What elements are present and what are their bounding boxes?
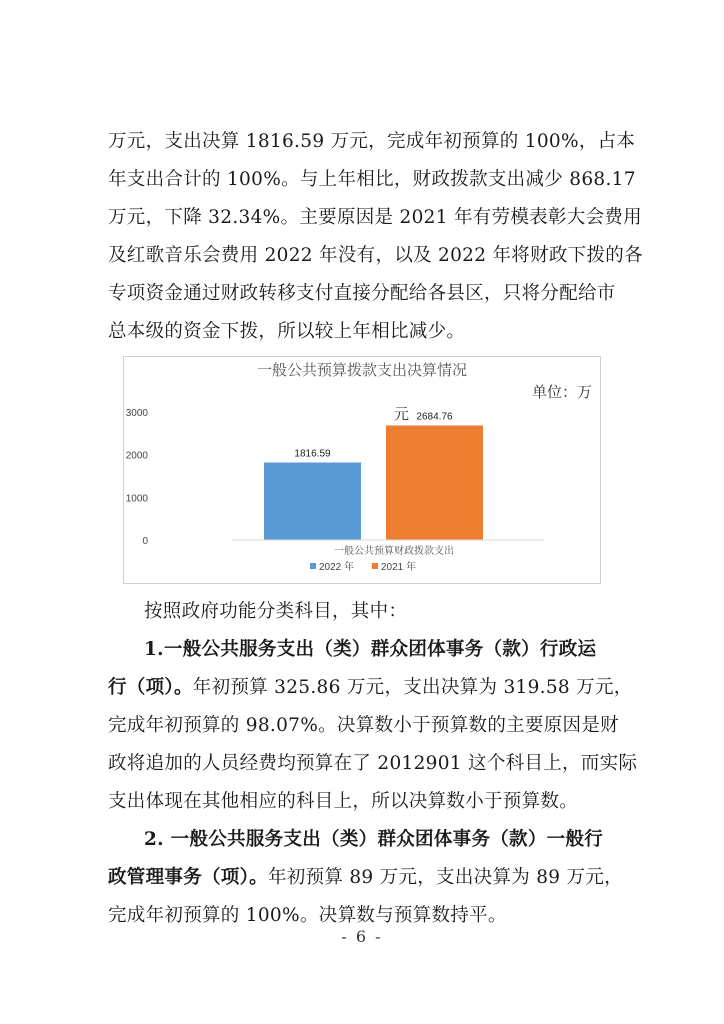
text-line: 专项资金通过财政转移支付直接分配给各县区，只将分配给市 bbox=[108, 283, 616, 304]
bar-2022 bbox=[264, 462, 361, 540]
text-line: 支出体现在其他相应的科目上，所以决算数小于预算数。 bbox=[108, 791, 579, 812]
paragraph-functional-classification bbox=[108, 593, 638, 935]
text-line: 及红歌音乐会费用 2022 年没有，以及 2022 年将财政下拨的各 bbox=[108, 245, 643, 266]
item2-line bbox=[108, 859, 628, 897]
category-label: 一般公共预算财政拨款支出 bbox=[334, 546, 454, 557]
chart-canvas bbox=[124, 357, 600, 583]
legend-label: 2021 年 bbox=[381, 562, 417, 573]
chart-unit-label-wrap: 元 bbox=[394, 405, 410, 423]
legend-swatch bbox=[372, 563, 378, 569]
item1-line bbox=[108, 669, 633, 707]
item1-text: 年初预算 325.86 万元，支出决算为 319.58 万元， bbox=[192, 677, 633, 698]
text-line: 完成年初预算的 98.07%。决算数小于预算数的主要原因是财 bbox=[108, 715, 619, 736]
legend-swatch bbox=[310, 563, 316, 569]
bar-chart bbox=[123, 356, 601, 584]
item2-heading: 2. 一般公共服务支出（类）群众团体事务（款）一般行 bbox=[144, 829, 604, 850]
data-label: 1816.59 bbox=[294, 448, 331, 460]
bars-group bbox=[264, 425, 483, 540]
chart-title: 一般公共预算拨款支出决算情况 bbox=[256, 361, 468, 379]
text-line: 完成年初预算的 100%。决算数与预算数持平。 bbox=[108, 905, 507, 926]
y-tick-label: 2000 bbox=[125, 450, 148, 462]
legend-label: 2022 年 bbox=[319, 562, 355, 573]
page-number: - 6 - bbox=[341, 927, 383, 946]
paragraph-expenditure-summary bbox=[108, 123, 643, 351]
text-line: 年支出合计的 100%。与上年相比，财政拨款支出减少 868.17 bbox=[108, 169, 636, 190]
item2-heading-cont: 政管理事务（项）。 bbox=[108, 867, 268, 888]
intro-line: 按照政府功能分类科目，其中： bbox=[144, 601, 408, 622]
item1-heading: 1.一般公共服务支出（类）群众团体事务（款）行政运 bbox=[144, 639, 597, 660]
item2-text: 年初预算 89 万元，支出决算为 89 万元， bbox=[267, 867, 623, 888]
item1-heading-cont: 行（项）。 bbox=[108, 677, 193, 698]
text-line: 总本级的资金下拨，所以较上年相比减少。 bbox=[108, 321, 466, 342]
chart-legend bbox=[310, 560, 416, 573]
y-axis bbox=[126, 408, 149, 547]
text-line: 万元，下降 32.34%。主要原因是 2021 年有劳模表彰大会费用 bbox=[108, 207, 642, 228]
y-tick-label: 3000 bbox=[125, 408, 148, 419]
text-line: 万元，支出决算 1816.59 万元，完成年初预算的 100%，占本 bbox=[108, 131, 636, 152]
y-tick-label: 1000 bbox=[125, 493, 148, 505]
chart-unit-label: 单位：万 bbox=[531, 383, 592, 401]
data-label: 2684.76 bbox=[416, 411, 453, 423]
bar-2021 bbox=[386, 425, 483, 540]
text-line: 政将追加的人员经费均预算在了 2012901 这个科目上，而实际 bbox=[108, 753, 638, 774]
y-tick-label: 0 bbox=[142, 536, 148, 547]
